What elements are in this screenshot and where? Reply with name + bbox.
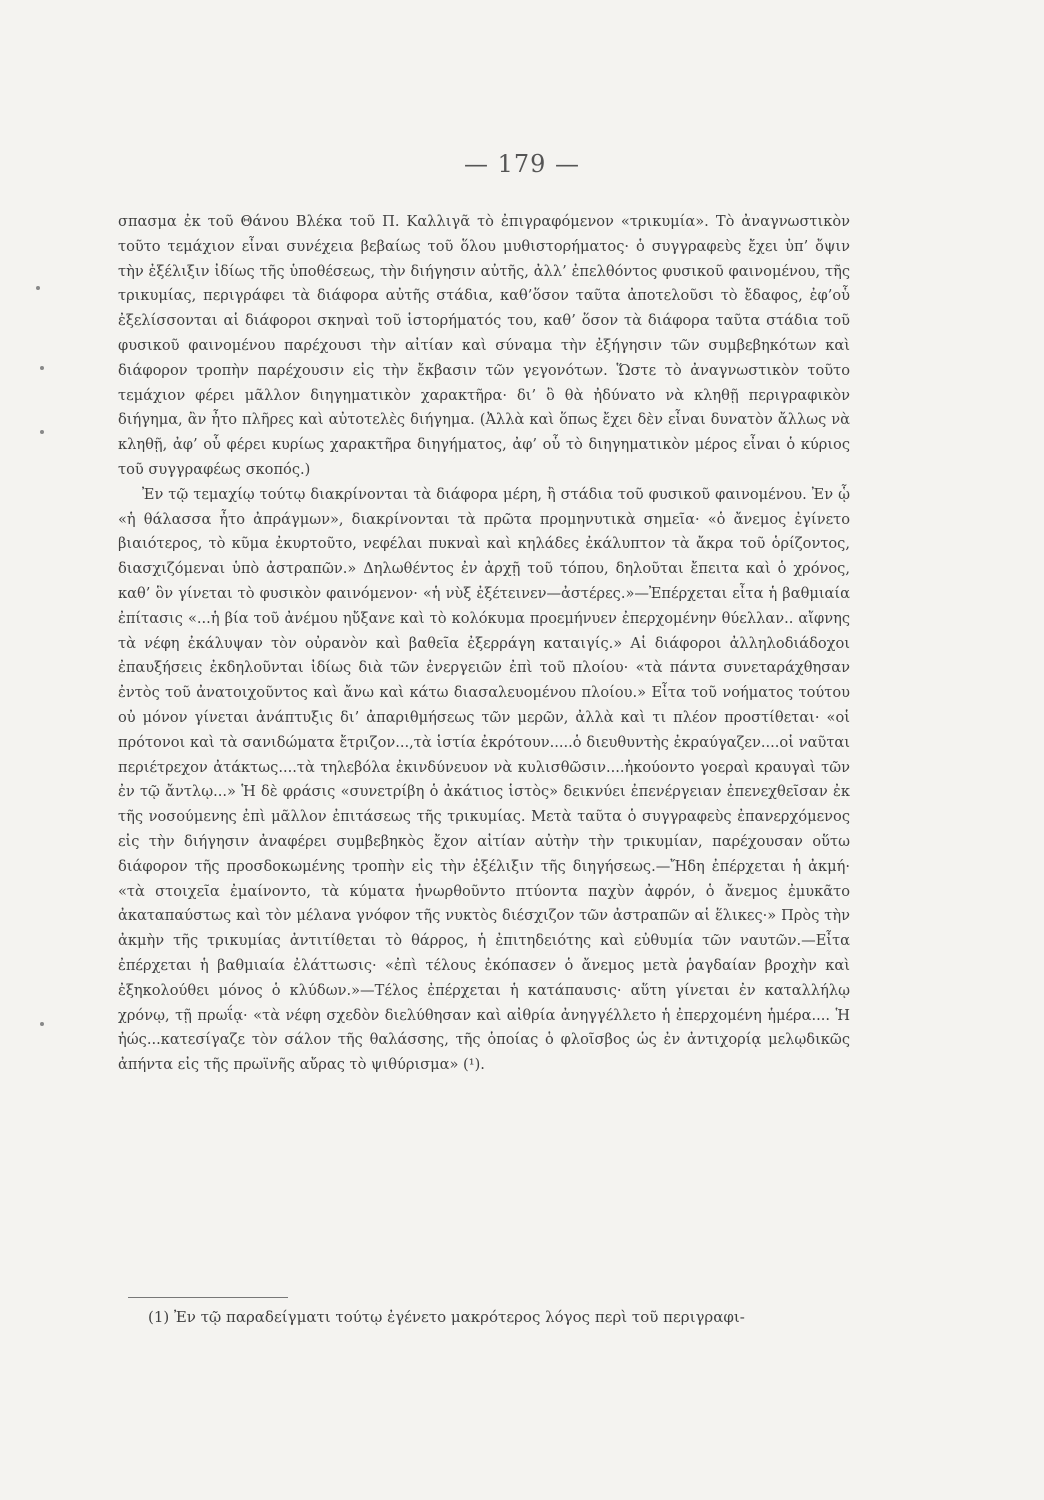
paragraph: σπασμα ἐκ τοῦ Θάνου Βλέκα τοῦ Π. Καλλιγᾶ τὸ ἐπιγραφόμενον «τρικυμία». Τὸ ἀναγνωστικὸν τοῦτο τεμάχιον εἶναι συνέχεια βεβαίως τοῦ ὅλου μυθιστορήματος· ὁ συγγραφεὺς ἔχει ὑπ’ ὄψιν τὴν ἐξέλιξιν ἰδίως τῆς ὑποθέσεως, τὴν διήγησιν αὐτῆς, ἀλλ’ ἐπελθόντος φυσικοῦ φαινομένου, τῆς τρικυμίας, περιγράφει τὰ διάφορα αὐτῆς στάδια, καθ’ὅσον ταῦτα ἀποτελοῦσι τὸ ἔδαφος, ἐφ’οὗ ἐξελίσσονται αἱ διάφοροι σκηναὶ τοῦ ἱστορήματός του, καθ’ ὅσον τὰ διάφορα ταῦτα στάδια τοῦ φυσικοῦ φαινομένου παρέχουσι τὴν αἰτίαν καὶ σύναμα τὴν ἐξήγησιν τῶν συμβεβηκότων καὶ διάφορον τροπὴν παρέχουσιν εἰς τὴν ἔκβασιν τῶν γεγονότων. Ὥστε τὸ ἀναγνωστικὸν τοῦτο τεμάχιον φέρει μᾶλλον διηγηματικὸν χαρακτῆρα· δι’ ὃ θὰ ἠδύνατο νὰ κληθῇ περιγραφικὸν διήγημα, ἂν ἦτο πλῆρες καὶ αὐτοτελὲς διήγημα. (Ἀλλὰ καὶ ὅπως ἔχει δὲν εἶναι δυνατὸν ἄλλως νὰ κληθῇ, ἀφ’ οὗ φέρει κυρίως χαρακτῆρα διηγήματος, ἀφ’ οὗ τὸ διηγηματικὸν μέρος εἶναι ὁ κύριος τοῦ συγγραφέως σκοπός.) bbox=[118, 213, 850, 478]
ink-speck bbox=[40, 430, 44, 434]
ink-speck bbox=[40, 1022, 44, 1026]
footnote: (1) Ἐν τῷ παραδείγματι τούτῳ ἐγένετο μακρότερος λόγος περὶ τοῦ περιγραφι- bbox=[148, 1308, 745, 1326]
ink-speck bbox=[36, 286, 40, 290]
body-text bbox=[118, 210, 850, 1078]
paragraph: Ἐν τῷ τεμαχίῳ τούτῳ διακρίνονται τὰ διάφορα μέρη, ἢ στάδια τοῦ φυσικοῦ φαινομένου. Ἐν ᾧ «ἡ θάλασσα ἦτο ἀπράγμων», διακρίνονται τὰ πρῶτα προμηνυτικὰ σημεῖα· «ὁ ἄνεμος ἐγίνετο βιαιότερος, τὸ κῦμα ἐκυρτοῦτο, νεφέλαι πυκναὶ καὶ κηλάδες ἐκάλυπτον τὰ ἄκρα τοῦ ὁρίζοντος, διασχιζόμεναι ὑπὸ ἀστραπῶν.» Δηλωθέντος ἐν ἀρχῇ τοῦ τόπου, δηλοῦται ἔπειτα καὶ ὁ χρόνος, καθ’ ὃν γίνεται τὸ φυσικὸν φαινόμενον· «ἡ νὺξ ἐξέτεινεν—ἀστέρες.»—Ἐπέρχεται εἶτα ἡ βαθμιαία ἐπίτασις «...ἡ βία τοῦ ἀνέμου ηὔξανε καὶ τὸ κολόκυμα προεμήνυεν ἐπερχομένην θύελλαν.. αἴφνης τὰ νέφη ἐκάλυψαν τὸν οὐρανὸν καὶ βαθεῖα ἐξερράγη καταιγίς.» Αἱ διάφοροι ἀλληλοδιάδοχοι ἐπαυξήσεις ἐκδηλοῦνται ἰδίως διὰ τῶν ἐνεργειῶν ἐπὶ τοῦ πλοίου· «τὰ πάντα συνεταράχθησαν ἐντὸς τοῦ ἀνατοιχοῦντος καὶ ἄνω καὶ κάτω διασαλευομένου πλοίου.» Εἶτα τοῦ νοήματος τούτου οὐ μόνον γίνεται ἀνάπτυξις δι’ ἀπαριθμήσεως τῶν μερῶν, ἀλλὰ καὶ τι πλέον προστίθεται· «οἱ πρότονοι καὶ τὰ σανιδώματα ἔτριζον...,τὰ ἱστία ἐκρότουν.....ὁ διευθυντὴς ἐκραύγαζεν....οἱ ναῦται περιέτρεχον ἀτάκτως....τὰ τηλεβόλα ἐκινδύνευον νὰ κυλισθῶσιν....ἠκούοντο γοεραὶ κραυγαὶ τῶν ἐν τῷ ἄντλῳ...» Ἡ δὲ φράσις «συνετρίβη ὁ ἀκάτιος ἱστὸς» δεικνύει ἐπενέργειαν ἐπενεχθεῖσαν ἐκ τῆς νοσούμενης ἐπὶ μᾶλλον ἐπιτάσεως τῆς τρικυμίας. Μετὰ ταῦτα ὁ συγγραφεὺς ἐπανερχόμενος εἰς τὴν διήγησιν ἀναφέρει συμβεβηκὸς ἔχον αἰτίαν αὐτὴν τὴν τρικυμίαν, παρέχουσαν οὕτω διάφορον τῆς προσδοκωμένης τροπὴν εἰς τὴν ἐξέλιξιν τῆς διηγήσεως.—Ἤδη ἐπέρχεται ἡ ἀκμή· «τὰ στοιχεῖα ἐμαίνοντο, τὰ κύματα ἠνωρθοῦντο πτύοντα παχὺν ἀφρόν, ὁ ἄνεμος ἐμυκᾶτο ἀκαταπαύστως καὶ τὸν μέλανα γνόφον τῆς νυκτὸς διέσχιζον τῶν ἀστραπῶν αἱ ἕλικες·» Πρὸς τὴν ἀκμὴν τῆς τρικυμίας ἀντιτίθεται τὸ θάρρος, ἡ ἐπιτηδειότης καὶ εὐθυμία τῶν ναυτῶν.—Εἶτα ἐπέρχεται ἡ βαθμιαία ἐλάττωσις· «ἐπὶ τέλους ἐκόπασεν ὁ ἄνεμος μετὰ ῥαγδαίαν βροχὴν καὶ ἐξηκολούθει μόνος ὁ κλύδων.»—Τέλος ἐπέρχεται ἡ κατάπαυσις· αὕτη γίνεται ἐν καταλλήλῳ χρόνῳ, τῇ πρωΐᾳ· «τὰ νέφη σχεδὸν διελύθησαν καὶ αἰθρία ἀνηγγέλλετο ἡ ἐπερχομένη ἡμέρα.... Ἡ ἠώς...κατεσίγαζε τὸν σάλον τῆς θαλάσσης, τῆς ὁποίας ὁ φλοῖσβος ὡς ἐν ἀντιχορίᾳ μελῳδικῶς ἀπήντα εἰς τῆς πρωϊνῆς αὔρας τὸ ψιθύρισμα» (¹). bbox=[118, 485, 850, 1074]
ink-speck bbox=[40, 366, 44, 370]
page-number: — 179 — bbox=[463, 150, 581, 178]
footnote-separator bbox=[128, 1297, 288, 1298]
